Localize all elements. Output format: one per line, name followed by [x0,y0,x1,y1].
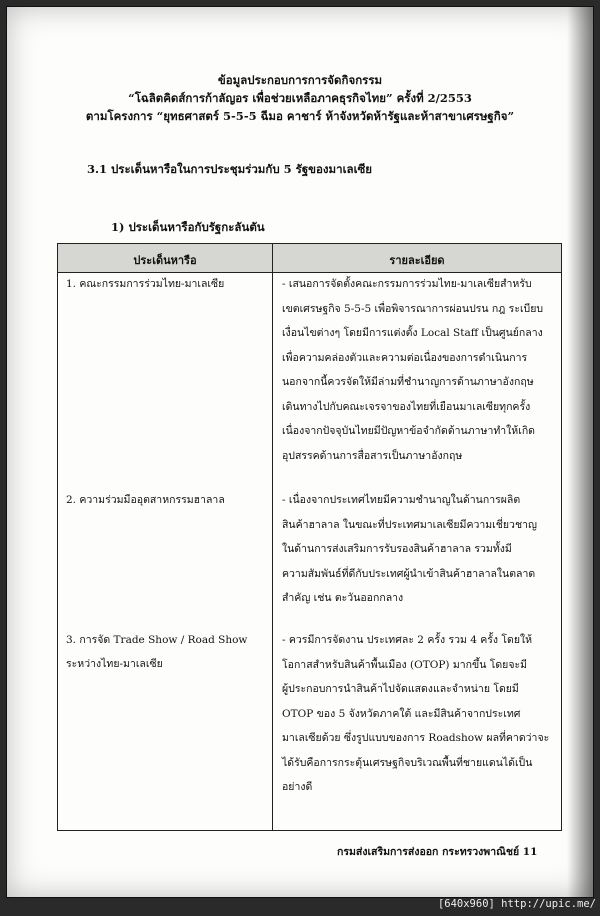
detail-line: - เสนอการจัดตั้งคณะกรรมการร่วมไทย-มาเลเซียสำหรับ [282,278,532,290]
column-divider [272,244,273,830]
header-line-3: ตามโครงการ “ยุทธศาสตร์ 5-5-5 ฉีมอ คาชาร์ ห้าจังหวัดห้ารัฐและห้าสาขาเศรษฐกิจ” [85,109,515,123]
topic-line: 1. คณะกรรมการร่วมไทย-มาเลเซีย [66,278,225,290]
topic-line: 3. การจัด Trade Show / Road Show [66,634,248,646]
table-row-3-details [282,628,558,800]
detail-line: นอกจากนี้ควรจัดให้มีล่ามที่ชำนาญการด้านภาษาอังกฤษ [282,376,534,388]
detail-line: เพื่อความคล่องตัวและความต่อเนื่องของการดำเนินการ [282,351,528,364]
document-page [6,6,594,898]
header-line-2: “โฉลิตคิดส์การก้าลัญอร เพื่อช่วยเหลือภาคธุรกิจไทย” ครั้งที่ 2/2553 [128,91,472,105]
subsection-title: 1) ประเด็นหารือกับรัฐกะลันตัน [111,220,265,234]
header-details: รายละเอียด [389,254,445,267]
detail-line: โอกาสสำหรับสินค้าพื้นเมือง (OTOP) มากขึ้น โดยจะมี [282,658,528,671]
detail-line: OTOP ของ 5 จังหวัดภาคใต้ และมีสินค้าจากประเทศ [282,707,521,720]
detail-line: เขตเศรษฐกิจ 5-5-5 เพื่อพิจารณาการผ่อนปรน กฎ ระเบียบ [282,302,544,315]
table-row-1-topic [66,272,266,296]
detail-line: ความสัมพันธ์ที่ดีกับประเทศผู้นำเข้าสินค้าฮาลาลในตลาด [282,567,536,580]
detail-line: มาเลเซียด้วย ซึ่งรูปแบบของการ Roadshow ผลที่คาดว่าจะ [282,732,550,744]
table-row-2-topic [66,488,266,512]
table-header-row [58,244,561,273]
page-header [7,71,593,125]
detail-line: เนื่องจากปัจจุบันไทยมีปัญหาข้อจำกัดด้านภาษาทำให้เกิด [282,425,535,437]
detail-line: ได้รับคือการกระตุ้นเศรษฐกิจบริเวณพื้นที่ชายแดนได้เป็น [282,756,533,769]
detail-line: เดินทางไปกับคณะเจรจาของไทยที่เยือนมาเลเซียทุกครั้ง [282,400,531,413]
discussion-table [57,243,562,831]
detail-line: ในด้านการส่งเสริมการรับรองสินค้าฮาลาล รวมทั้งมี [282,543,512,555]
detail-line: อุปสรรคด้านการสื่อสารเป็นภาษาอังกฤษ [282,449,463,462]
detail-line: - เนื่องจากประเทศไทยมีความชำนาญในด้านการผลิต [282,494,521,506]
detail-line: สินค้าฮาลาล ในขณะที่ประเทศมาเลเซียมีความเชี่ยวชาญ [282,518,537,531]
page-edge-shadow [567,7,593,897]
page-footer: กรมส่งเสริมการส่งออก กระทรวงพาณิชย์ 11 [337,846,538,858]
table-row-1-details [282,272,558,468]
topic-line: ระหว่างไทย-มาเลเซีย [66,658,163,670]
image-watermark: [640x960] http://upic.me/ [437,898,596,910]
header-line-1: ข้อมูลประกอบการการจัดกิจกรรม [217,73,383,87]
detail-line: สำคัญ เช่น ตะวันออกกลาง [282,592,404,604]
topic-line: 2. ความร่วมมืออุตสาหกรรมฮาลาล [66,494,225,506]
table-row-3-topic [66,628,266,676]
detail-line: - ควรมีการจัดงาน ประเทศละ 2 ครั้ง รวม 4 ครั้ง โดยให้ [282,634,533,646]
detail-line: อย่างดี [282,781,313,793]
section-title: 3.1 ประเด็นหารือในการประชุมร่วมกับ 5 รัฐของมาเลเซีย [87,162,373,176]
detail-line: ผู้ประกอบการนำสินค้าไปจัดแสดงและจำหน่าย โดยมี [282,683,519,695]
detail-line: เงื่อนไขต่างๆ โดยมีการแต่งตั้ง Local Staff เป็นศูนย์กลาง [282,327,543,339]
header-topic: ประเด็นหารือ [133,254,197,267]
table-row-2-details [282,488,558,611]
